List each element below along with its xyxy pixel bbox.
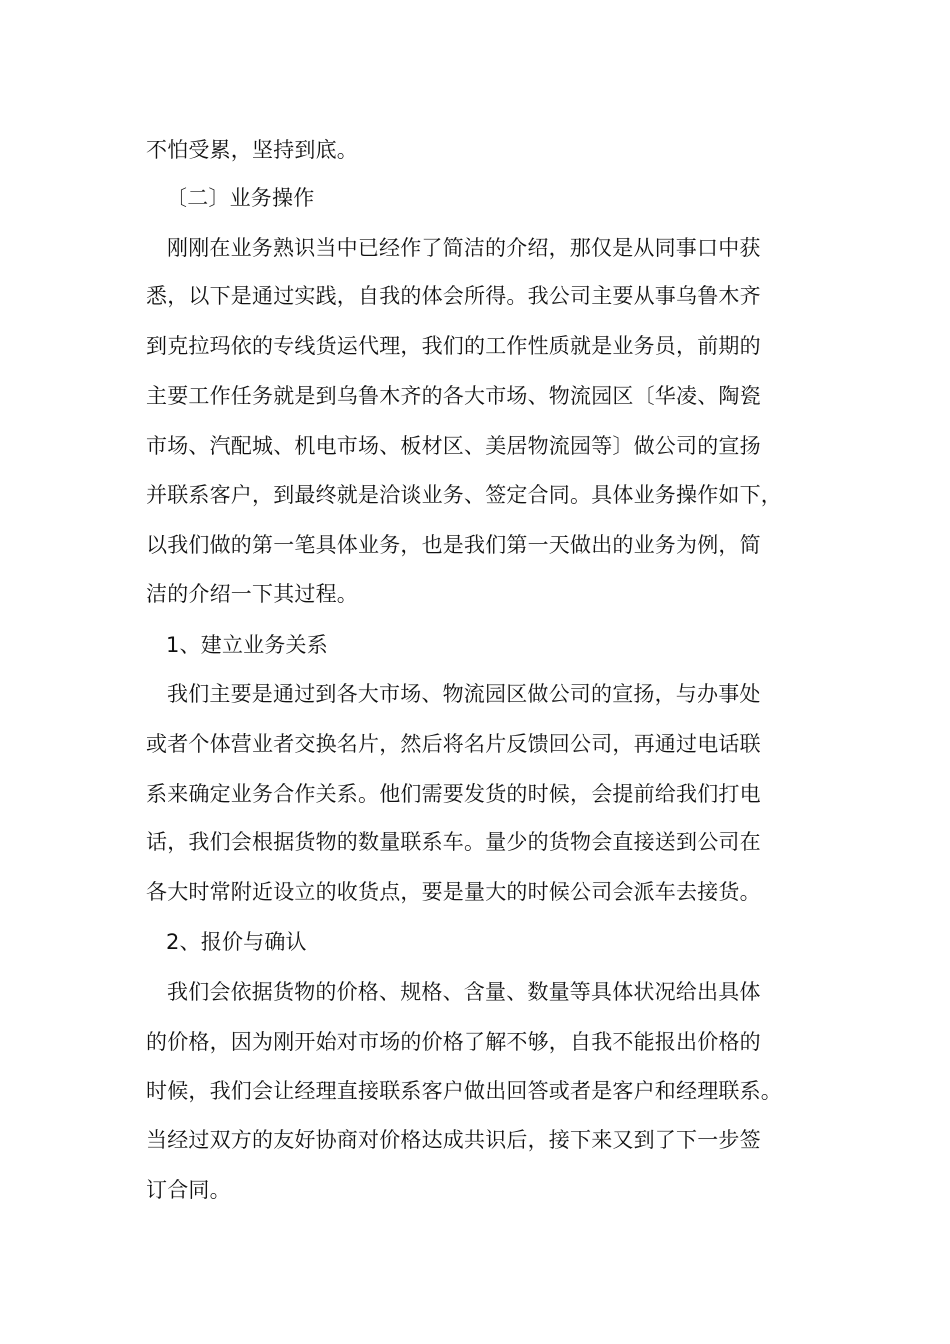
paragraph-line: 系来确定业务合作关系。他们需要发货的时候，会提前给我们打电 (146, 782, 761, 806)
paragraph-line: 到克拉玛依的专线货运代理，我们的工作性质就是业务员，前期的 (146, 334, 761, 358)
section-heading-business-operation: 〔二〕业务操作 (166, 186, 315, 210)
paragraph-line: 各大时常附近设立的收货点，要是量大的时候公司会派车去接货。 (146, 880, 761, 904)
paragraph-line: 主要工作任务就是到乌鲁木齐的各大市场、物流园区〔华凌、陶瓷 (146, 384, 761, 408)
paragraph-line: 时候，我们会让经理直接联系客户做出回答或者是客户和经理联系。 (146, 1079, 782, 1103)
paragraph-line: 刚刚在业务熟识当中已经作了简洁的介绍，那仅是从同事口中获 (167, 236, 761, 260)
paragraph-line: 洁的介绍一下其过程。 (146, 582, 358, 606)
paragraph-line: 当经过双方的友好协商对价格达成共识后，接下来又到了下一步签 (146, 1128, 761, 1152)
paragraph-line: 订合同。 (146, 1178, 231, 1202)
paragraph-line: 我们主要是通过到各大市场、物流园区做公司的宣扬，与办事处 (167, 682, 761, 706)
text-line-end-of-previous-paragraph: 不怕受累，坚持到底。 (146, 138, 358, 162)
paragraph-line: 我们会依据货物的价格、规格、含量、数量等具体状况给出具体 (167, 980, 761, 1004)
paragraph-line: 市场、汽配城、机电市场、板材区、美居物流园等〕做公司的宣扬 (146, 434, 761, 458)
paragraph-line: 的价格，因为刚开始对市场的价格了解不够，自我不能报出价格的 (146, 1030, 761, 1054)
subheading-establish-business-relationship: 1、建立业务关系 (166, 633, 328, 657)
paragraph-line: 或者个体营业者交换名片，然后将名片反馈回公司，再通过电话联 (146, 732, 761, 756)
paragraph-line: 话，我们会根据货物的数量联系车。量少的货物会直接送到公司在 (146, 830, 761, 854)
paragraph-line: 悉，以下是通过实践，自我的体会所得。我公司主要从事乌鲁木齐 (146, 284, 761, 308)
paragraph-line: 并联系客户，到最终就是洽谈业务、签定合同。具体业务操作如下， (146, 483, 782, 507)
subheading-quote-and-confirm: 2、报价与确认 (166, 930, 307, 954)
paragraph-line: 以我们做的第一笔具体业务，也是我们第一天做出的业务为例，简 (146, 533, 761, 557)
